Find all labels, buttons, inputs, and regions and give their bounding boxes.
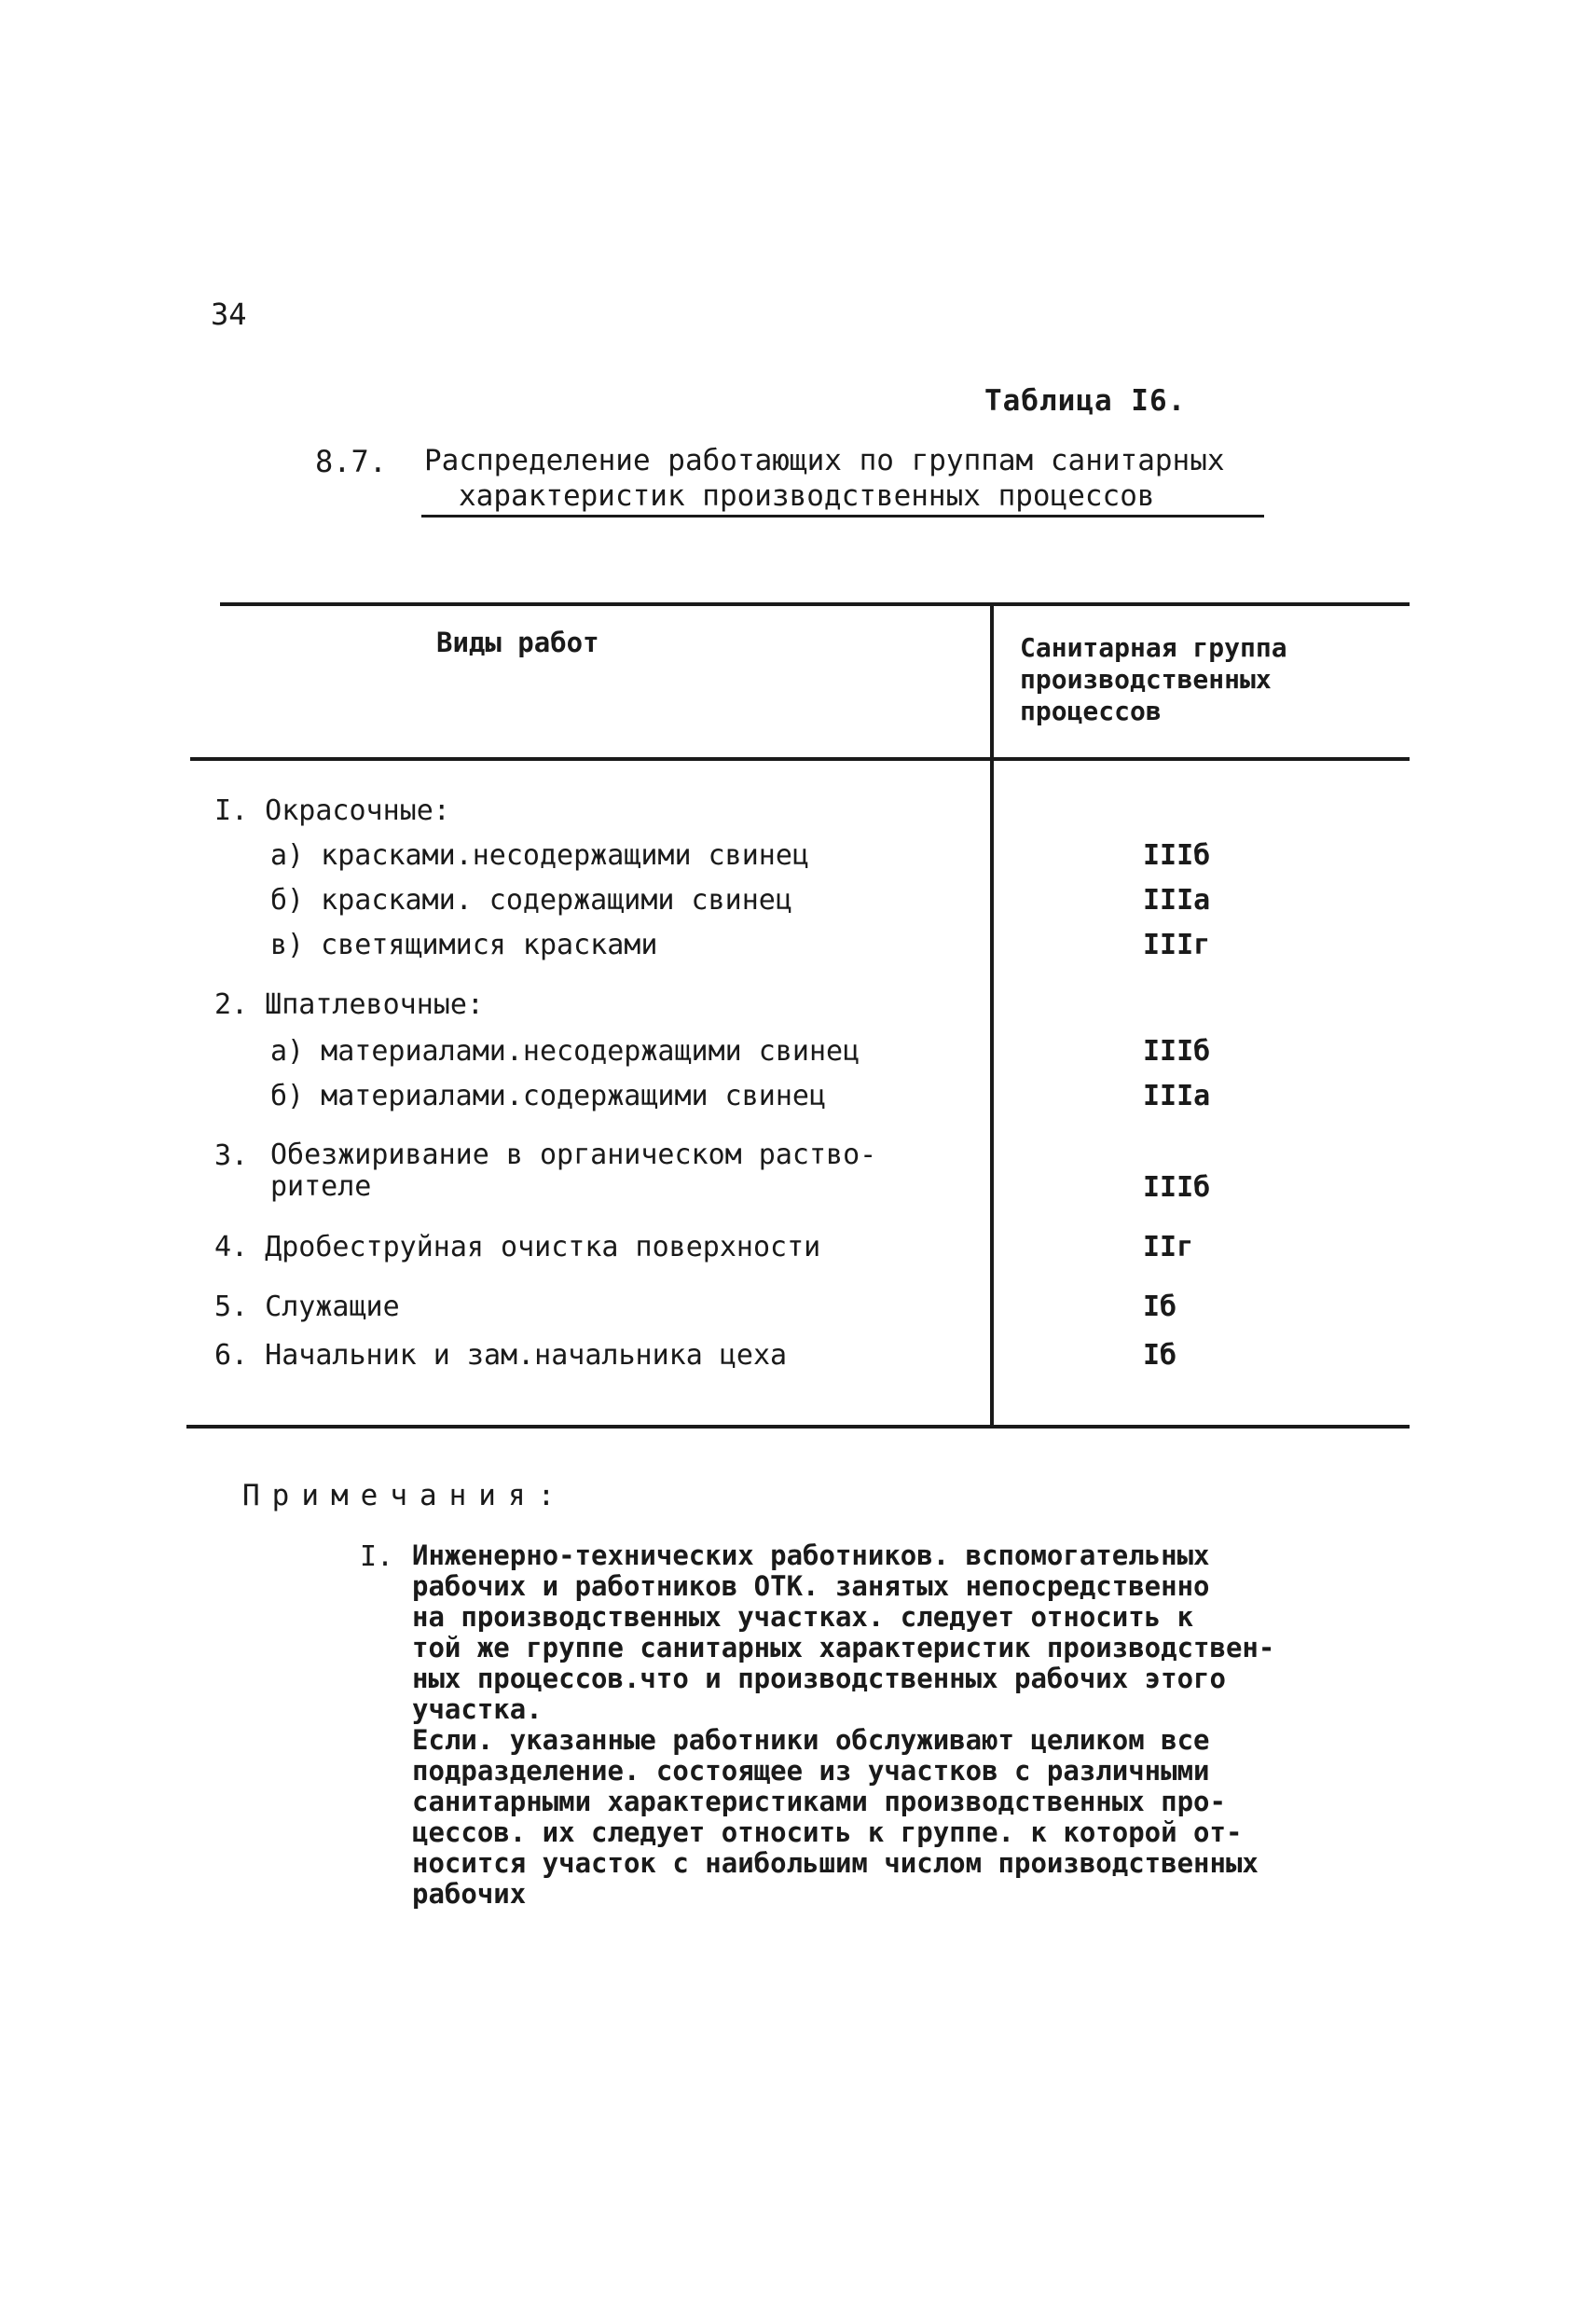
row-group-degreasing xyxy=(270,1139,876,1203)
note-line: рабочих xyxy=(412,1878,527,1910)
note-line: той же группе санитарных характеристик производствен- xyxy=(412,1632,1275,1663)
table-column-divider xyxy=(990,606,994,1427)
row-group-line: рителе xyxy=(270,1170,372,1203)
row-code: Iб xyxy=(1143,1291,1177,1323)
note-body xyxy=(412,1540,1372,1910)
header-sanitary-group xyxy=(1020,632,1393,727)
row-code: Iб xyxy=(1143,1339,1177,1372)
header-sanitary-group-line: производственных xyxy=(1020,664,1272,695)
row-label: а) красками.несодержащими свинец xyxy=(270,839,809,872)
title-underline xyxy=(421,515,1264,518)
row-code: IIIб xyxy=(1143,1171,1211,1204)
row-label: а) материалами.несодержащими свинец xyxy=(270,1035,860,1068)
page-number: 34 xyxy=(211,297,247,332)
row-group-puttying: 2. Шпатлевочные: xyxy=(214,988,484,1021)
note-line: Инженерно-технических работников. вспомогательных xyxy=(412,1539,1210,1571)
note-line: на производственных участках. следует относить к xyxy=(412,1601,1194,1633)
row-code: IIIа xyxy=(1143,884,1211,917)
row-group-managers: 6. Начальник и зам.начальника цеха xyxy=(214,1339,788,1372)
note-line: ных процессов.что и производственных рабочих этого xyxy=(412,1663,1226,1694)
row-group-employees: 5. Служащие xyxy=(214,1291,400,1323)
header-sanitary-group-line: Санитарная группа xyxy=(1020,632,1287,663)
note-line: санитарными характеристиками производственных про- xyxy=(412,1786,1226,1817)
row-label: б) красками. содержащими свинец xyxy=(270,884,792,917)
row-group-number: 3. xyxy=(214,1139,249,1172)
header-work-types: Виды работ xyxy=(436,627,599,658)
row-code: IIIб xyxy=(1143,839,1211,872)
note-number: I. xyxy=(360,1540,394,1573)
table-title-line-1: Распределение работающих по группам санитарных xyxy=(424,444,1225,477)
section-number: 8.7. xyxy=(315,444,388,479)
table-label: Таблица I6. xyxy=(984,384,1187,418)
table-top-rule xyxy=(220,602,1410,606)
header-sanitary-group-line: процессов xyxy=(1020,696,1162,726)
note-line: участка. xyxy=(412,1693,543,1725)
note-line: носится участок с наибольшим числом производственных xyxy=(412,1847,1259,1879)
note-line: цессов. их следует относить к группе. к которой от- xyxy=(412,1816,1243,1848)
note-line: Если. указанные работники обслуживают целиком все xyxy=(412,1724,1210,1756)
row-label: б) материалами.содержащими свинец xyxy=(270,1080,827,1112)
row-group-line: Обезжиривание в органическом раство- xyxy=(270,1139,877,1171)
table-title-line-2: характеристик производственных процессов xyxy=(459,479,1155,513)
row-label: в) светящимися красками xyxy=(270,929,658,961)
row-code: IIIг xyxy=(1143,929,1211,961)
row-code: IIIа xyxy=(1143,1080,1211,1112)
row-group-blasting: 4. Дробеструйная очистка поверхности xyxy=(214,1231,821,1263)
row-code: IIг xyxy=(1143,1231,1194,1263)
table-bottom-rule xyxy=(186,1425,1410,1429)
row-group-painting: I. Окрасочные: xyxy=(214,794,450,827)
table-header-rule xyxy=(190,757,1410,761)
note-line: рабочих и работников ОТК. занятых непосредственно xyxy=(412,1570,1210,1602)
row-code: IIIб xyxy=(1143,1035,1211,1068)
note-line: подразделение. состоящее из участков с различными xyxy=(412,1755,1210,1787)
notes-title: Примечания: xyxy=(242,1479,568,1512)
